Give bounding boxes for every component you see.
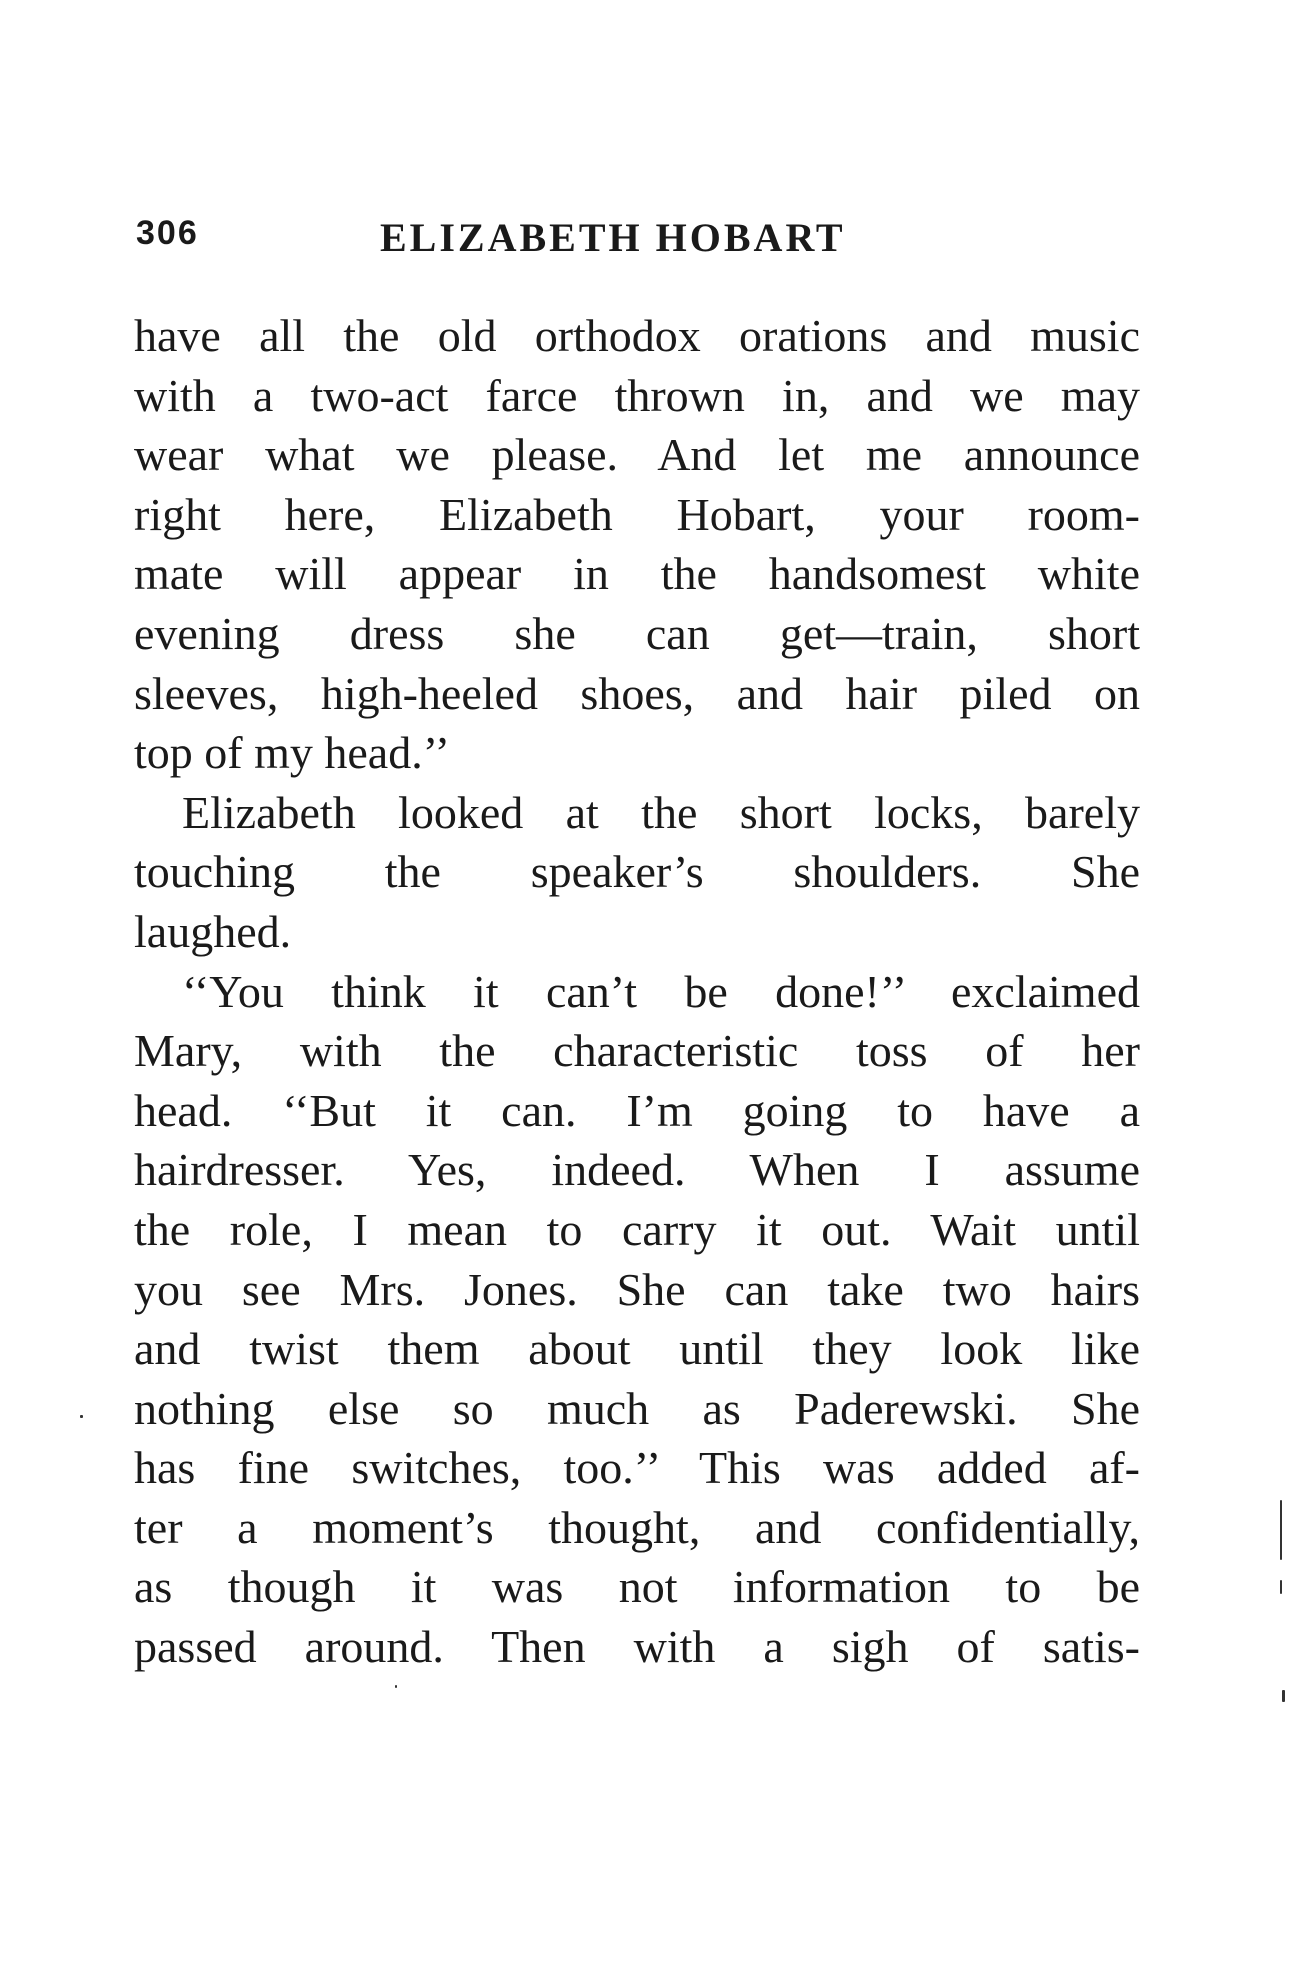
text-line: as though it was not information to be bbox=[134, 1561, 1140, 1613]
text-line: ter a moment’s thought, and confidentially, bbox=[134, 1501, 1140, 1553]
text-line: Elizabeth looked at the short locks, barely bbox=[182, 786, 1140, 838]
text-line: has fine switches, too.’’ This was added af- bbox=[134, 1442, 1140, 1494]
book-title: ELIZABETH HOBART bbox=[380, 215, 846, 260]
text-line: nothing else so much as Paderewski. She bbox=[134, 1382, 1140, 1434]
text-line: Mary, with the characteristic toss of her bbox=[134, 1025, 1140, 1077]
text-line: sleeves, high-heeled shoes, and hair piled on bbox=[134, 667, 1140, 719]
text-line: touching the speaker’s shoulders. She bbox=[134, 846, 1140, 898]
body-text bbox=[134, 306, 1140, 1677]
text-line: hairdresser. Yes, indeed. When I assume bbox=[134, 1144, 1140, 1196]
text-line: the role, I mean to carry it out. Wait until bbox=[134, 1203, 1140, 1255]
text-line: laughed. bbox=[134, 905, 292, 957]
scan-speck bbox=[1280, 1500, 1282, 1560]
text-line: wear what we please. And let me announce bbox=[134, 429, 1140, 481]
text-line: and twist them about until they look like bbox=[134, 1323, 1140, 1375]
text-line: head. ‘‘But it can. I’m going to have a bbox=[134, 1084, 1140, 1136]
scan-speck bbox=[1280, 1580, 1282, 1594]
text-line: passed around. Then with a sigh of satis- bbox=[134, 1621, 1140, 1673]
text-line: top of my head.’’ bbox=[134, 727, 450, 779]
page-number: 306 bbox=[136, 214, 199, 252]
scan-speck bbox=[80, 1415, 83, 1418]
running-head bbox=[136, 214, 1136, 274]
text-line: right here, Elizabeth Hobart, your room- bbox=[134, 488, 1140, 540]
text-line: with a two-act farce thrown in, and we may bbox=[134, 369, 1140, 421]
scan-speck bbox=[395, 1685, 397, 1688]
text-line: ‘‘You think it can’t be done!’’ exclaimed bbox=[182, 965, 1140, 1017]
text-line: evening dress she can get—train, short bbox=[134, 607, 1140, 659]
text-line: have all the old orthodox orations and music bbox=[134, 310, 1140, 361]
scan-speck bbox=[1282, 1690, 1285, 1702]
text-line: mate will appear in the handsomest white bbox=[134, 548, 1140, 600]
text-line: you see Mrs. Jones. She can take two hairs bbox=[134, 1263, 1140, 1315]
